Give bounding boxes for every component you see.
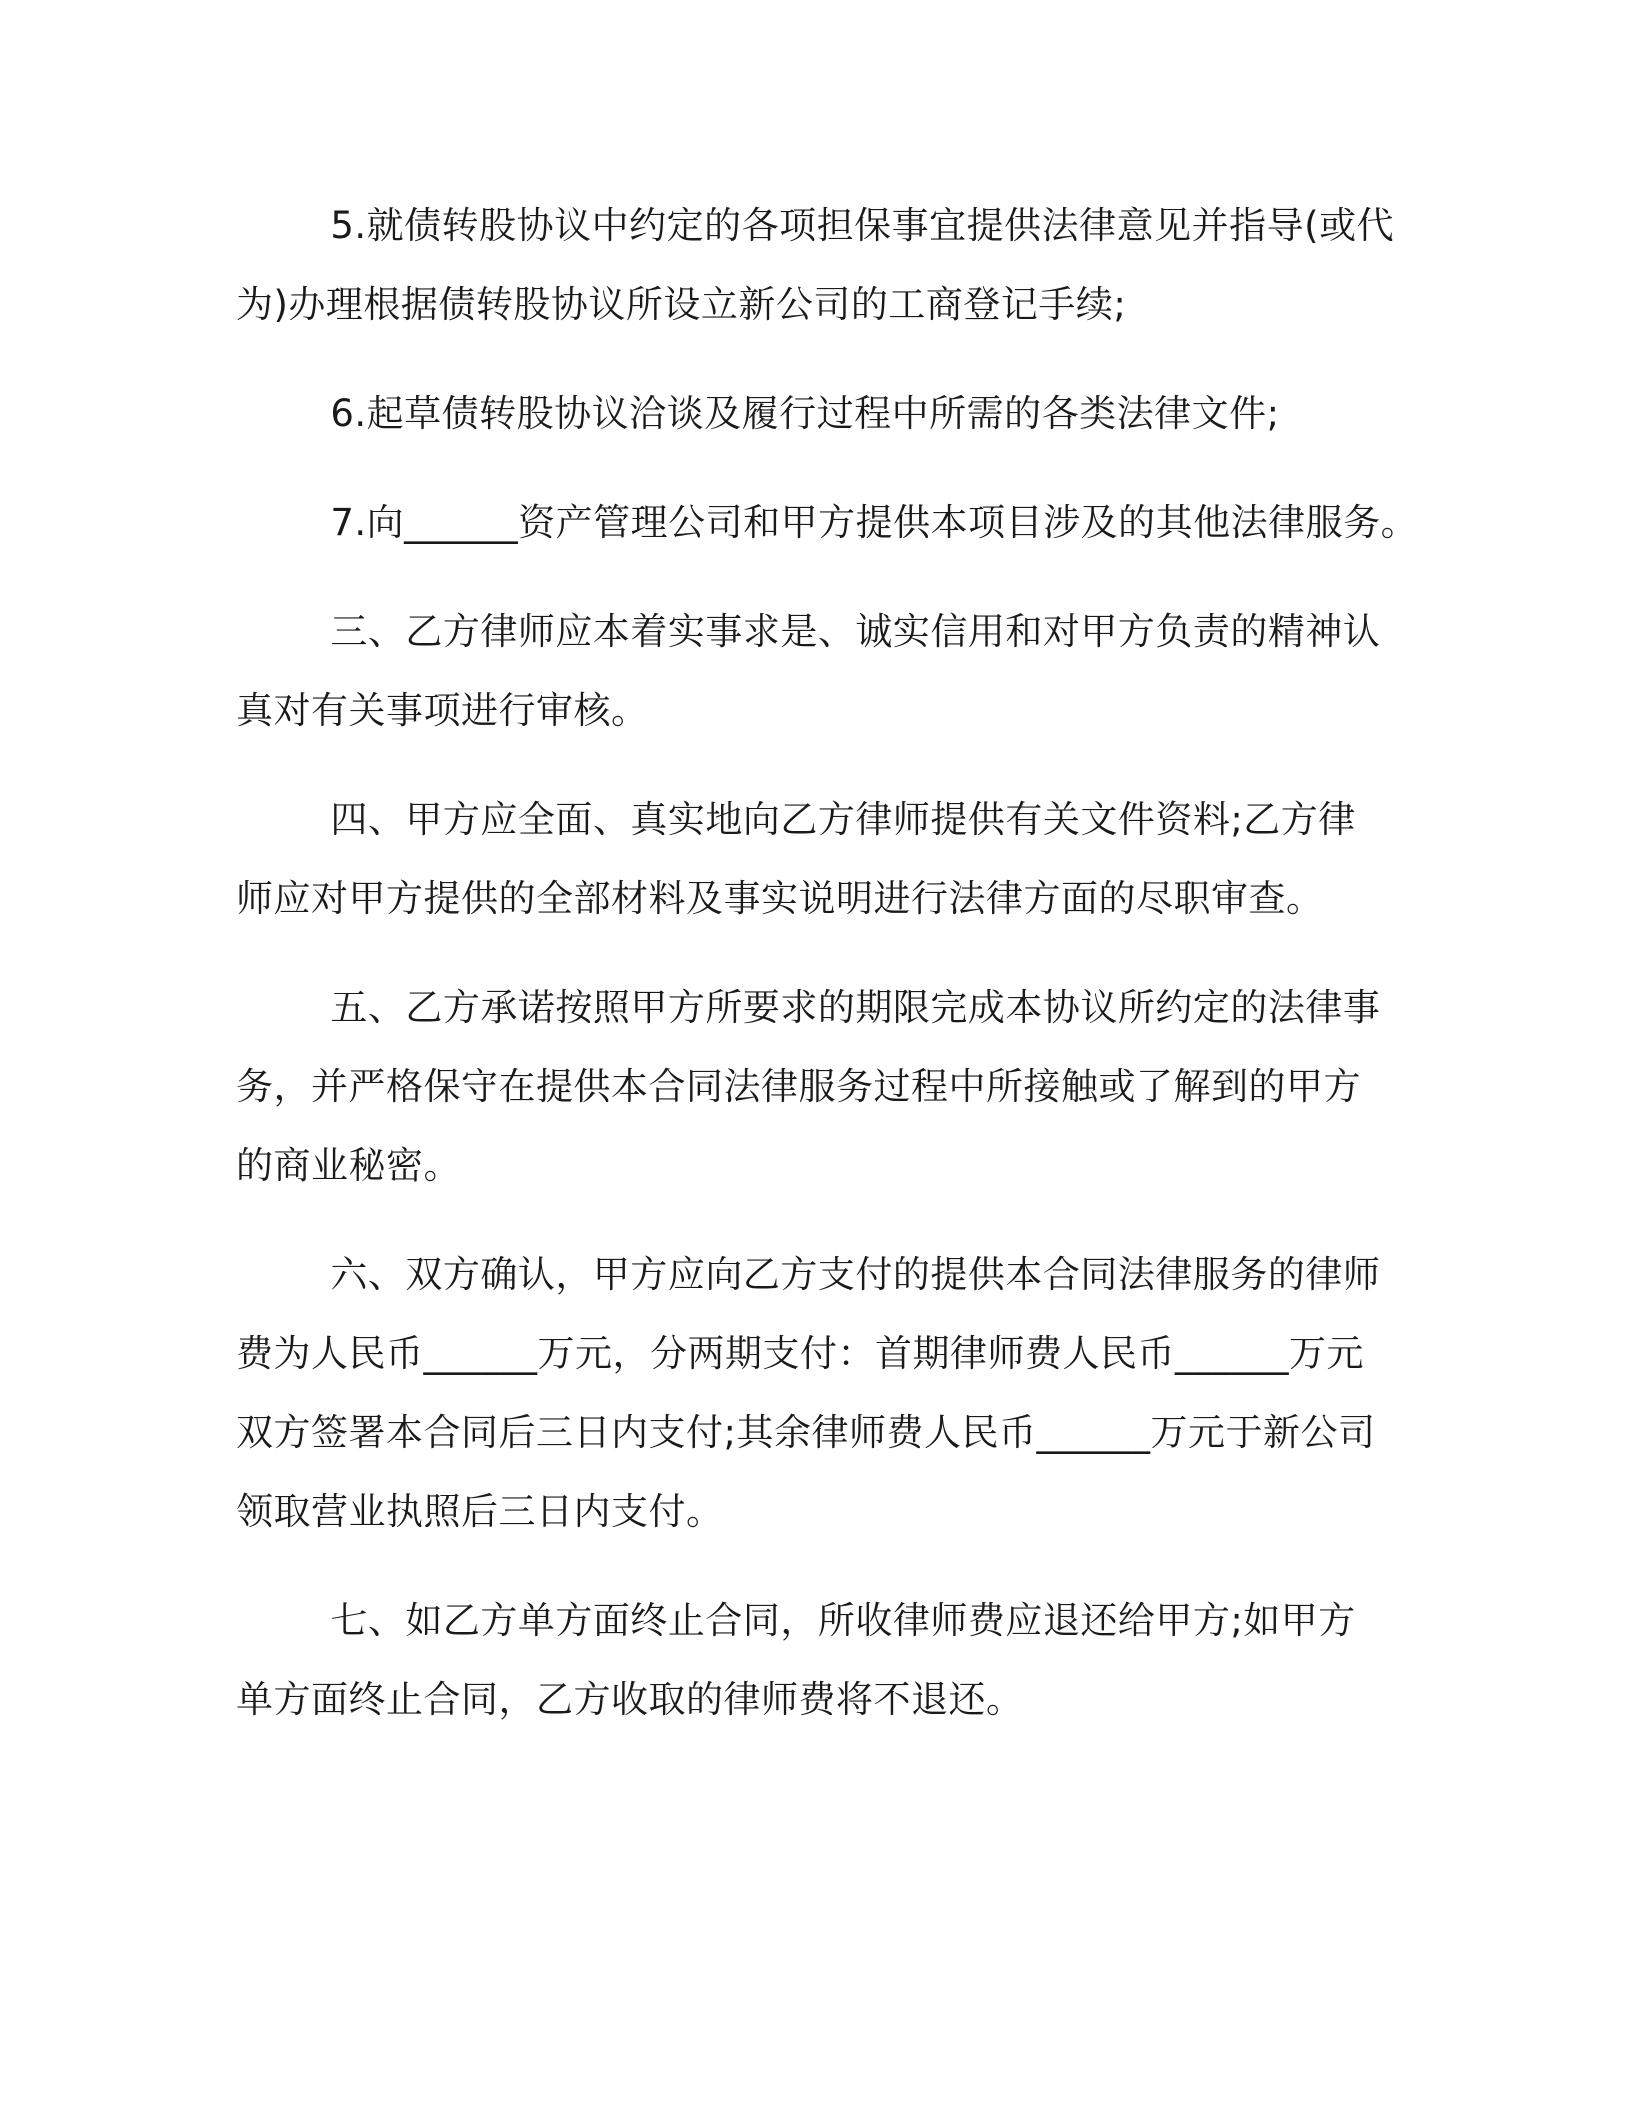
paragraph-line: 6.起草债转股协议洽谈及履行过程中所需的各类法律文件; [330,392,1280,435]
paragraph-line: 三、乙方律师应本着实事求是、诚实信用和对甲方负责的精神认 [330,610,1381,653]
paragraph-item-7 [236,483,1419,562]
paragraph-line: 四、甲方应全面、真实地向乙方律师提供有关文件资料;乙方律 [330,798,1356,841]
paragraph-line: 务，并严格保守在提供本合同法律服务过程中所接触或了解到的甲方 [236,1065,1361,1108]
paragraph-line: 领取营业执照后三日内支付。 [236,1490,724,1533]
paragraph-clause-6 [236,1235,1408,1551]
paragraph-line: 五、乙方承诺按照甲方所要求的期限完成本协议所约定的法律事 [330,986,1381,1029]
paragraph-line: 真对有关事项进行审核。 [236,689,649,732]
paragraph-item-6 [236,374,1408,453]
paragraph-line: 7.向______资产管理公司和甲方提供本项目涉及的其他法律服务。 [330,501,1419,544]
paragraph-line: 单方面终止合同，乙方收取的律师费将不退还。 [236,1678,1024,1721]
document-body [236,186,1419,1769]
paragraph-line: 七、如乙方单方面终止合同，所收律师费应退还给甲方;如甲方 [330,1599,1356,1642]
paragraph-clause-3 [236,592,1408,750]
paragraph-line: 双方签署本合同后三日内支付;其余律师费人民币______万元于新公司 [236,1411,1376,1454]
paragraph-line: 师应对甲方提供的全部材料及事实说明进行法律方面的尽职审查。 [236,877,1324,920]
paragraph-clause-7 [236,1581,1408,1739]
paragraph-line: 费为人民币______万元，分两期支付：首期律师费人民币______万元 [236,1332,1364,1375]
paragraph-item-5 [236,186,1408,344]
paragraph-clause-5 [236,968,1408,1205]
paragraph-line: 为)办理根据债转股协议所设立新公司的工商登记手续; [236,283,1127,326]
paragraph-line: 六、双方确认，甲方应向乙方支付的提供本合同法律服务的律师 [330,1253,1381,1296]
paragraph-line: 5.就债转股协议中约定的各项担保事宜提供法律意见并指导(或代 [330,204,1395,247]
paragraph-line: 的商业秘密。 [236,1144,461,1187]
paragraph-clause-4 [236,780,1408,938]
